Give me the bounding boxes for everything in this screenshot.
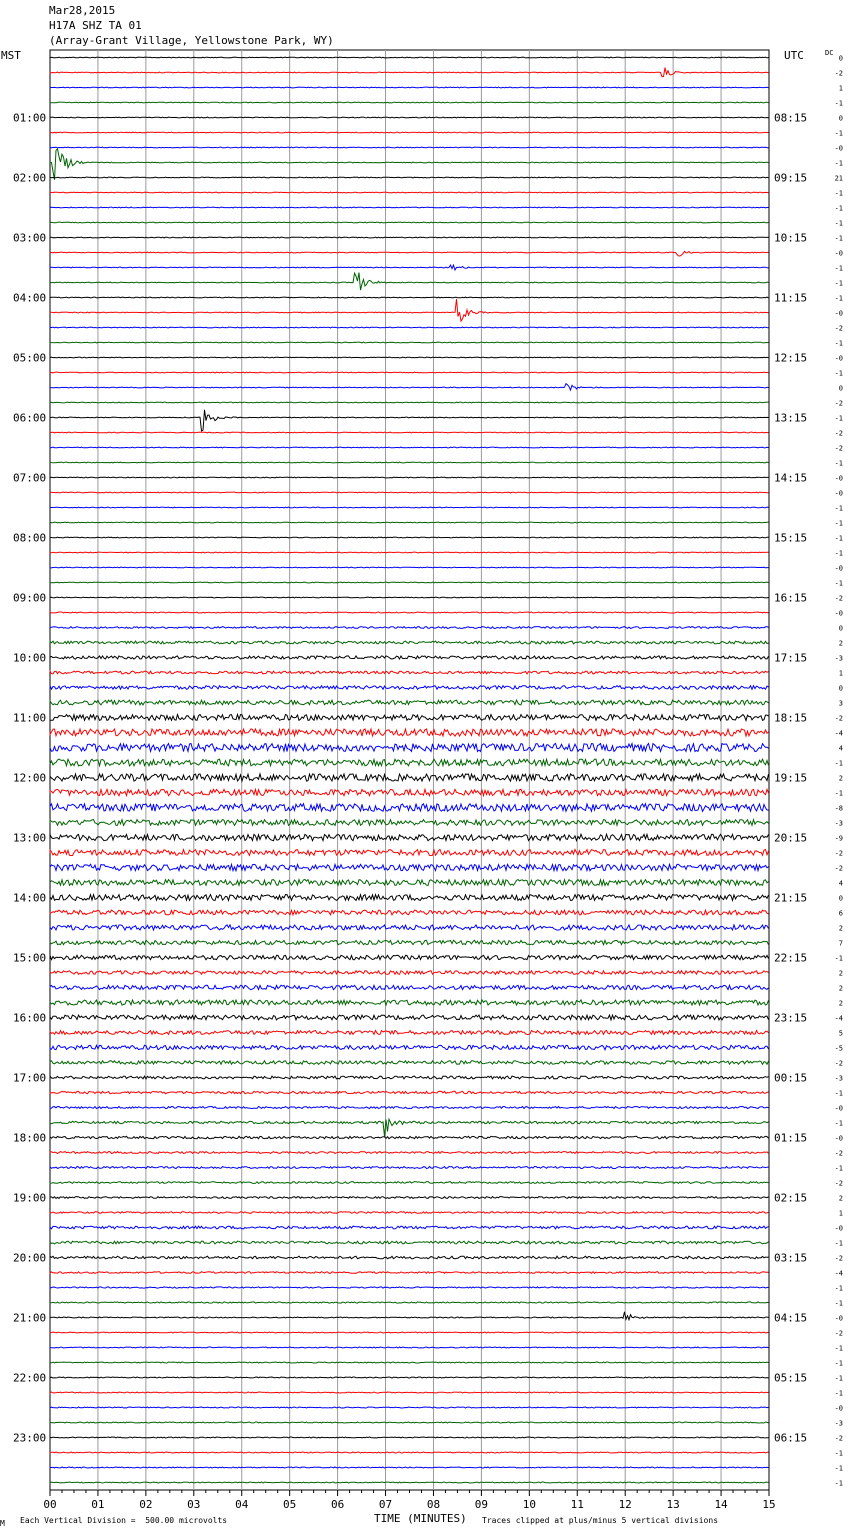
dc-offset-value: -2	[834, 1179, 843, 1188]
dc-offset-value: -1	[834, 189, 843, 198]
dc-offset-value: 2	[838, 984, 843, 993]
trace-row	[50, 1407, 769, 1408]
left-hour-label: 10:00	[13, 651, 47, 665]
trace-row	[50, 612, 769, 613]
trace-row	[50, 372, 769, 373]
trace-row	[50, 87, 769, 88]
trace-row	[50, 940, 769, 944]
trace-row	[50, 149, 769, 180]
right-hour-label: 17:15	[774, 651, 808, 665]
trace-row	[50, 492, 769, 493]
trace-row	[50, 1332, 769, 1333]
left-hour-label: 15:00	[13, 951, 47, 965]
dc-offset-value: 5	[838, 1029, 843, 1038]
dc-offset-value: -1	[834, 1299, 843, 1308]
trace-row	[50, 1226, 769, 1229]
trace-row	[50, 1061, 769, 1065]
trace-row	[50, 759, 769, 766]
dc-offset-value: -0	[834, 1104, 843, 1113]
dc-offset-value: -0	[834, 1314, 843, 1323]
dc-offset-value: 2	[838, 969, 843, 978]
right-hour-label: 13:15	[774, 411, 808, 425]
dc-offset-value: -1	[834, 1239, 843, 1248]
left-hour-label: 18:00	[13, 1131, 47, 1145]
trace-row	[50, 462, 769, 463]
corner-mark: M	[0, 1519, 5, 1528]
dc-offset-value: -2	[834, 399, 843, 408]
trace-row	[50, 1076, 769, 1079]
trace-row	[50, 1167, 769, 1169]
trace-row	[50, 789, 769, 795]
dc-offset-value: -1	[834, 264, 843, 273]
trace-row	[50, 686, 769, 690]
trace-row	[50, 729, 769, 736]
dc-offset-value: -2	[834, 594, 843, 603]
trace-row	[50, 1182, 769, 1184]
trace-row	[50, 265, 769, 270]
trace-row	[50, 207, 769, 208]
plot-date: Mar28,2015	[49, 4, 116, 17]
x-tick-label: 10	[522, 1498, 536, 1511]
dc-offset-value: -0	[834, 564, 843, 573]
dc-offset-value: 0	[838, 384, 843, 393]
trace-row	[50, 1119, 769, 1136]
left-hour-label: 01:00	[13, 111, 47, 125]
dc-offset-value: -4	[834, 1014, 843, 1023]
right-hour-label: 11:15	[774, 291, 808, 305]
dc-offset-value: 1	[838, 84, 843, 93]
dc-offset-value: -9	[834, 834, 843, 843]
trace-row	[50, 477, 769, 478]
trace-row	[50, 820, 769, 826]
trace-row	[50, 925, 769, 930]
trace-row	[50, 1422, 769, 1423]
trace-row	[50, 834, 769, 840]
trace-row	[50, 273, 769, 291]
x-tick-label: 11	[570, 1498, 584, 1511]
x-tick-label: 04	[235, 1498, 249, 1511]
trace-row	[50, 237, 769, 238]
x-tick-label: 07	[378, 1498, 393, 1511]
x-tick-label: 09	[474, 1498, 489, 1511]
dc-offset-value: -1	[834, 789, 843, 798]
right-hour-label: 18:15	[774, 711, 808, 725]
dc-offset-value: 2	[838, 639, 843, 648]
trace-row	[50, 297, 769, 298]
x-tick-label: 01	[91, 1498, 105, 1511]
dc-offset-value: 4	[838, 744, 843, 753]
right-hour-label: 05:15	[774, 1371, 808, 1385]
x-tick-label: 14	[714, 1498, 728, 1511]
left-hour-label: 08:00	[13, 531, 47, 545]
trace-row	[50, 1031, 769, 1035]
trace-row	[50, 507, 769, 508]
dc-offset-value: -1	[834, 519, 843, 528]
dc-offset-value: -1	[834, 129, 843, 138]
trace-row	[50, 342, 769, 343]
trace-row	[50, 402, 769, 403]
trace-row	[50, 1482, 769, 1483]
right-hour-label: 01:15	[774, 1131, 808, 1145]
dc-offset-value: -3	[834, 654, 843, 663]
dc-offset-value: -1	[834, 99, 843, 108]
trace-row	[50, 627, 769, 629]
right-hour-label: 16:15	[774, 591, 808, 605]
trace-row	[50, 1347, 769, 1348]
trace-row	[50, 1212, 769, 1214]
trace-row	[50, 1107, 769, 1109]
dc-offset-value: -3	[834, 1419, 843, 1428]
left-hour-label: 22:00	[13, 1371, 47, 1385]
dc-offset-header: DC	[825, 49, 834, 57]
dc-offset-value: -1	[834, 234, 843, 243]
dc-offset-value: -1	[834, 1374, 843, 1383]
trace-row	[50, 582, 769, 583]
trace-row	[50, 1287, 769, 1288]
dc-offset-value: -1	[834, 549, 843, 558]
dc-offset-value: -8	[834, 804, 843, 813]
trace-row	[50, 804, 769, 812]
dc-offset-value: -0	[834, 489, 843, 498]
left-hour-label: 06:00	[13, 411, 47, 425]
left-hour-label: 23:00	[13, 1431, 47, 1445]
dc-offset-value: 2	[838, 1194, 843, 1203]
x-tick-label: 15	[762, 1498, 776, 1511]
right-hour-label: 04:15	[774, 1311, 808, 1325]
trace-row	[50, 850, 769, 856]
trace-row	[50, 410, 769, 431]
trace-row	[50, 68, 769, 77]
trace-row	[50, 522, 769, 523]
x-tick-label: 13	[666, 1498, 680, 1511]
trace-row	[50, 432, 769, 433]
dc-offset-value: -0	[834, 609, 843, 618]
trace-row	[50, 327, 769, 328]
dc-offset-value: -1	[834, 759, 843, 768]
dc-offset-value: 7	[838, 939, 843, 948]
right-hour-label: 21:15	[774, 891, 808, 905]
trace-row	[50, 774, 769, 781]
dc-offset-value: 0	[838, 624, 843, 633]
trace-row	[50, 597, 769, 598]
dc-offset-value: 0	[838, 684, 843, 693]
dc-offset-value: -0	[834, 1224, 843, 1233]
dc-offset-value: -1	[834, 294, 843, 303]
x-tick-label: 03	[187, 1498, 201, 1511]
dc-offset-value: -3	[834, 819, 843, 828]
left-hour-label: 19:00	[13, 1191, 47, 1205]
right-hour-label: 12:15	[774, 351, 808, 365]
dc-offset-value: 6	[838, 909, 843, 918]
trace-row	[50, 1256, 769, 1259]
trace-row	[50, 117, 769, 118]
dc-offset-value: -4	[834, 1269, 843, 1278]
right-hour-label: 02:15	[774, 1191, 808, 1205]
trace-row	[50, 537, 769, 538]
plot-frame	[50, 50, 769, 1490]
dc-offset-value: -0	[834, 1404, 843, 1413]
dc-offset-value: -1	[834, 1449, 843, 1458]
right-hour-label: 10:15	[774, 231, 808, 245]
trace-row	[50, 1392, 769, 1393]
right-hour-label: 22:15	[774, 951, 808, 965]
trace-row	[50, 955, 769, 959]
trace-row	[50, 1091, 769, 1093]
dc-offset-value: -1	[834, 579, 843, 588]
dc-offset-value: -1	[834, 339, 843, 348]
dc-offset-value: -1	[834, 1389, 843, 1398]
right-hour-label: 08:15	[774, 111, 808, 125]
trace-row	[50, 671, 769, 674]
trace-row	[50, 567, 769, 568]
dc-offset-value: 3	[838, 699, 843, 708]
scale-note: Each Vertical Division = 500.00 microvolts	[20, 1516, 228, 1525]
dc-offset-value: -1	[834, 159, 843, 168]
x-tick-label: 08	[426, 1498, 441, 1511]
dc-offset-value: -2	[834, 714, 843, 723]
dc-offset-value: -1	[834, 1464, 843, 1473]
dc-offset-value: 1	[838, 669, 843, 678]
dc-offset-value: -2	[834, 849, 843, 858]
dc-offset-value: -1	[834, 1284, 843, 1293]
left-hour-label: 14:00	[13, 891, 47, 905]
x-tick-label: 00	[43, 1498, 57, 1511]
dc-offset-value: -2	[834, 1329, 843, 1338]
left-hour-label: 03:00	[13, 231, 47, 245]
trace-row	[50, 1015, 769, 1020]
dc-offset-value: -2	[834, 444, 843, 453]
trace-row	[50, 895, 769, 901]
left-hour-label: 09:00	[13, 591, 47, 605]
trace-row	[50, 447, 769, 448]
dc-offset-value: 2	[838, 774, 843, 783]
left-hour-label: 04:00	[13, 291, 47, 305]
dc-offset-value: -1	[834, 534, 843, 543]
left-hour-label: 12:00	[13, 771, 47, 785]
right-hour-label: 00:15	[774, 1071, 808, 1085]
left-hour-label: 21:00	[13, 1311, 47, 1325]
left-timezone-label: MST	[1, 49, 21, 62]
trace-row	[50, 299, 769, 321]
dc-offset-value: 4	[838, 879, 843, 888]
trace-row	[50, 1467, 769, 1468]
trace-row	[50, 715, 769, 721]
right-hour-label: 19:15	[774, 771, 808, 785]
dc-offset-value: -2	[834, 1434, 843, 1443]
dc-offset-value: 2	[838, 924, 843, 933]
x-tick-label: 02	[139, 1498, 153, 1511]
dc-offset-value: -1	[834, 369, 843, 378]
dc-offset-value: -0	[834, 474, 843, 483]
trace-row	[50, 132, 769, 133]
clip-note: Traces clipped at plus/minus 5 vertical divisions	[482, 1516, 719, 1525]
trace-row	[50, 880, 769, 886]
station-code: H17A SHZ TA 01	[49, 19, 142, 32]
left-hour-label: 05:00	[13, 351, 47, 365]
right-hour-label: 06:15	[774, 1431, 808, 1445]
left-hour-label: 17:00	[13, 1071, 47, 1085]
dc-offset-value: -1	[834, 1479, 843, 1488]
trace-row	[50, 1437, 769, 1438]
trace-row	[50, 641, 769, 644]
dc-offset-value: -0	[834, 249, 843, 258]
trace-row	[50, 552, 769, 553]
dc-offset-value: -2	[834, 429, 843, 438]
dc-offset-value: -1	[834, 204, 843, 213]
dc-offset-value: -1	[834, 1344, 843, 1353]
dc-offset-value: -0	[834, 354, 843, 363]
trace-row	[50, 985, 769, 989]
dc-offset-value: 2	[838, 999, 843, 1008]
trace-row	[50, 971, 769, 975]
trace-row	[50, 147, 769, 148]
dc-offset-value: -2	[834, 864, 843, 873]
dc-offset-value: -2	[834, 69, 843, 78]
left-hour-label: 07:00	[13, 471, 47, 485]
trace-row	[50, 656, 769, 659]
dc-offset-value: -1	[834, 219, 843, 228]
dc-offset-value: -4	[834, 729, 843, 738]
left-hour-label: 13:00	[13, 831, 47, 845]
trace-row	[50, 1272, 769, 1274]
x-tick-label: 05	[283, 1498, 297, 1511]
dc-offset-value: -1	[834, 1089, 843, 1098]
trace-row	[50, 1377, 769, 1378]
left-hour-label: 20:00	[13, 1251, 47, 1265]
right-hour-label: 15:15	[774, 531, 808, 545]
trace-row	[50, 192, 769, 193]
trace-row	[50, 1000, 769, 1005]
dc-offset-value: -1	[834, 1119, 843, 1128]
dc-offset-value: -3	[834, 1074, 843, 1083]
trace-row	[50, 357, 769, 358]
dc-offset-value: -1	[834, 279, 843, 288]
trace-row	[50, 1312, 769, 1320]
dc-offset-value: 0	[838, 894, 843, 903]
trace-row	[50, 744, 769, 752]
dc-offset-value: -1	[834, 459, 843, 468]
trace-row	[50, 864, 769, 870]
trace-row	[50, 102, 769, 103]
left-hour-label: 16:00	[13, 1011, 47, 1025]
dc-offset-value: -2	[834, 1059, 843, 1068]
dc-offset-value: -2	[834, 324, 843, 333]
trace-row	[50, 910, 769, 915]
dc-offset-value: -1	[834, 504, 843, 513]
dc-offset-value: -1	[834, 1359, 843, 1368]
dc-offset-value: -1	[834, 414, 843, 423]
trace-row	[50, 1197, 769, 1199]
dc-offset-value: 0	[838, 54, 843, 63]
dc-offset-value: 21	[834, 174, 843, 183]
trace-row	[50, 222, 769, 223]
right-hour-label: 03:15	[774, 1251, 808, 1265]
right-hour-label: 20:15	[774, 831, 808, 845]
trace-row	[50, 700, 769, 705]
dc-offset-value: 0	[838, 114, 843, 123]
x-tick-label: 06	[330, 1498, 345, 1511]
trace-row	[50, 1152, 769, 1154]
right-hour-label: 23:15	[774, 1011, 808, 1025]
dc-offset-value: -5	[834, 1044, 843, 1053]
trace-row	[50, 1136, 769, 1138]
dc-offset-value: -1	[834, 1164, 843, 1173]
dc-offset-value: -1	[834, 954, 843, 963]
dc-offset-value: -2	[834, 1254, 843, 1263]
dc-offset-value: 1	[838, 1209, 843, 1218]
right-timezone-label: UTC	[784, 49, 804, 62]
right-hour-label: 09:15	[774, 171, 808, 185]
x-tick-label: 12	[618, 1498, 632, 1511]
dc-offset-value: -0	[834, 309, 843, 318]
left-hour-label: 02:00	[13, 171, 47, 185]
trace-row	[50, 1452, 769, 1453]
dc-offset-value: -0	[834, 144, 843, 153]
trace-row	[50, 251, 769, 256]
trace-row	[50, 177, 769, 178]
trace-row	[50, 1241, 769, 1244]
x-axis-title: TIME (MINUTES)	[374, 1512, 467, 1525]
left-hour-label: 11:00	[13, 711, 47, 725]
trace-row	[50, 1045, 769, 1049]
right-hour-label: 14:15	[774, 471, 808, 485]
trace-row	[50, 1302, 769, 1303]
dc-offset-value: -0	[834, 1134, 843, 1143]
trace-row	[50, 1362, 769, 1363]
station-location: (Array-Grant Village, Yellowstone Park, WY)	[49, 34, 334, 47]
dc-offset-value: -2	[834, 1149, 843, 1158]
trace-row	[50, 384, 769, 390]
trace-row	[50, 57, 769, 58]
